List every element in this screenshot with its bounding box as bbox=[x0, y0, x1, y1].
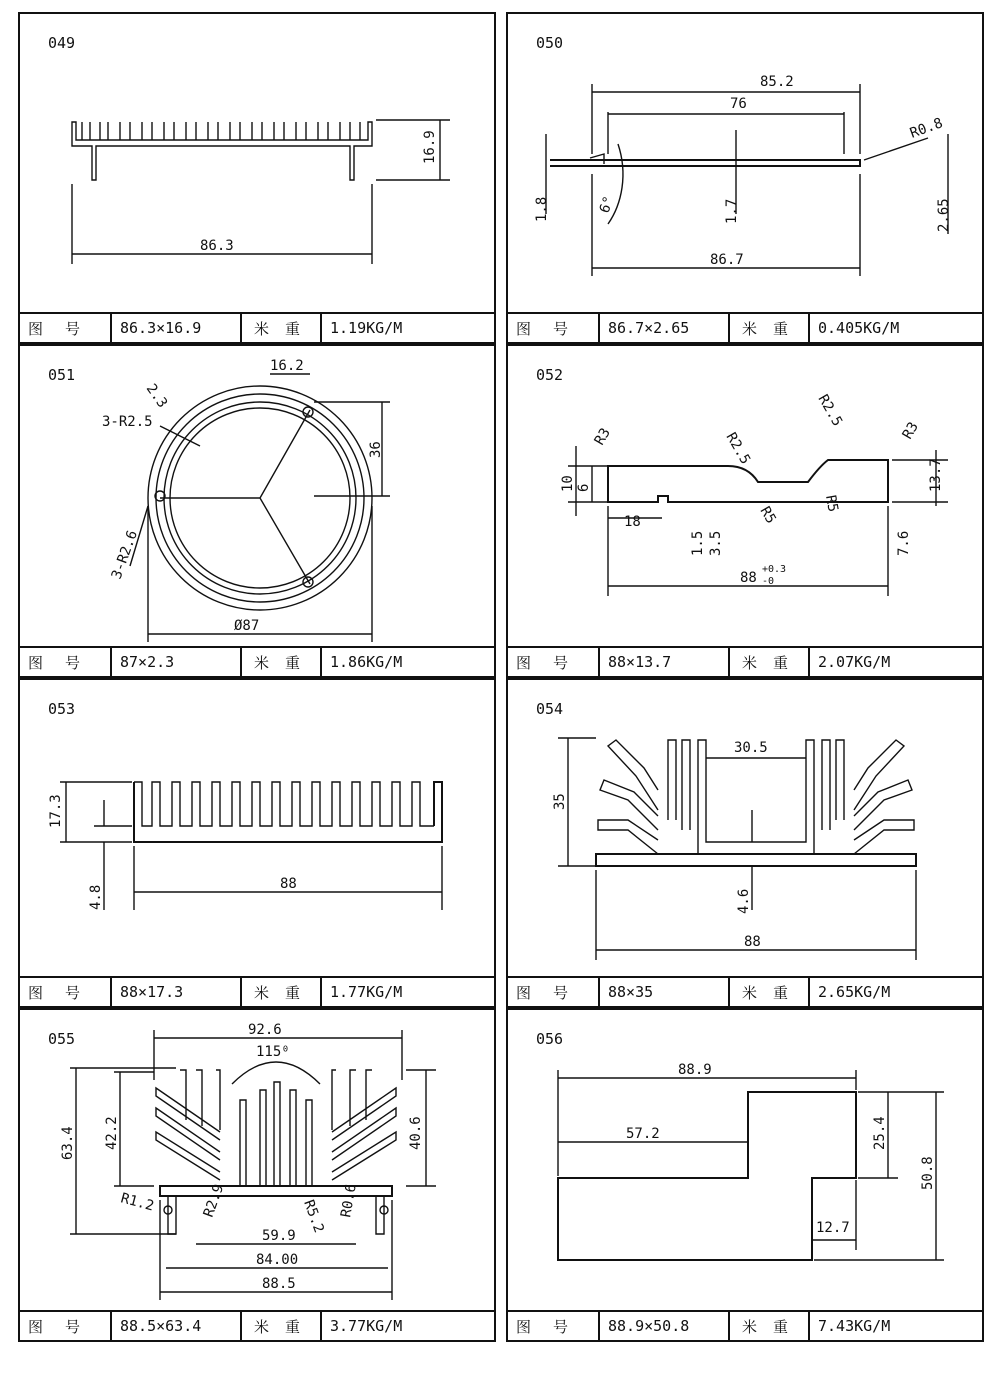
weight-label: 米重 bbox=[730, 648, 810, 676]
drawing-049 bbox=[20, 14, 498, 314]
dim-h35: 3.5 bbox=[708, 530, 724, 556]
dim-r25b: R2.5 bbox=[814, 392, 846, 430]
drawing-056 bbox=[508, 1010, 986, 1314]
panel-049 bbox=[18, 12, 496, 344]
dim-top: 92.6 bbox=[248, 1022, 282, 1038]
panel-footer bbox=[508, 976, 982, 1006]
drawing-dims: 87×2.3 bbox=[112, 648, 242, 676]
panel-footer bbox=[508, 312, 982, 342]
weight-label: 米重 bbox=[242, 978, 322, 1006]
drawing-051 bbox=[20, 346, 498, 650]
fins bbox=[82, 122, 360, 140]
dim-r-outer: 3-R2.5 bbox=[102, 414, 153, 430]
weight-value: 1.77KG/M bbox=[330, 983, 403, 1001]
dim-diameter: Ø87 bbox=[234, 618, 260, 634]
drawing-dims: 88×17.3 bbox=[112, 978, 242, 1006]
drawing-dims: 88.5×63.4 bbox=[112, 1312, 242, 1340]
dim-height: 17.3 bbox=[48, 794, 64, 828]
drawing-054 bbox=[508, 680, 986, 980]
dim-base: 4.8 bbox=[88, 884, 104, 910]
panel-footer bbox=[20, 976, 494, 1006]
dim-r29: R2.9 bbox=[200, 1182, 228, 1220]
dim-width: 88 bbox=[740, 570, 757, 586]
panel-052 bbox=[506, 344, 984, 678]
dim-r12: R1.2 bbox=[118, 1190, 156, 1215]
drawing-no-label: 图号 bbox=[508, 648, 600, 676]
dim-h10: 10 bbox=[560, 475, 576, 492]
dim-gap: 16.2 bbox=[270, 358, 304, 374]
center-fins bbox=[240, 1082, 312, 1186]
dim-h6: 6 bbox=[576, 483, 592, 492]
dim-angle: 6° bbox=[596, 194, 618, 216]
drawing-dims: 86.7×2.65 bbox=[600, 314, 730, 342]
dim-left-t: 1.8 bbox=[534, 196, 550, 222]
dim-w840: 84.00 bbox=[256, 1252, 299, 1268]
weight-value: 0.405KG/M bbox=[818, 319, 900, 337]
weight-value: 3.77KG/M bbox=[330, 1317, 403, 1335]
strip-profile bbox=[550, 160, 860, 166]
panel-055 bbox=[18, 1008, 496, 1342]
dim-h508: 50.8 bbox=[920, 1156, 936, 1190]
weight-label: 米重 bbox=[242, 314, 322, 342]
dim-wall: 2.3 bbox=[142, 381, 171, 412]
panel-number: 051 bbox=[48, 366, 76, 384]
drawing-053 bbox=[20, 680, 498, 980]
fins bbox=[134, 782, 434, 826]
dim-h422: 42.2 bbox=[104, 1116, 120, 1150]
base-plate bbox=[596, 854, 916, 866]
panel-051 bbox=[18, 344, 496, 678]
drawing-no-label: 图号 bbox=[508, 1312, 600, 1340]
block-profile bbox=[558, 1092, 856, 1260]
dim-r25a: R2.5 bbox=[722, 430, 754, 468]
drawing-052 bbox=[508, 346, 986, 650]
left-fins bbox=[156, 1070, 220, 1180]
dim-w18: 18 bbox=[624, 514, 641, 530]
dim-right-t: 2.65 bbox=[936, 198, 952, 232]
weight-label: 米重 bbox=[242, 1312, 322, 1340]
dim-mid-t: 1.7 bbox=[724, 198, 740, 224]
weight-value: 1.86KG/M bbox=[330, 653, 403, 671]
panel-number: 050 bbox=[536, 34, 564, 52]
dim-tol-plus: +0.3 bbox=[762, 564, 787, 575]
weight-label: 米重 bbox=[730, 314, 810, 342]
dim-angle: 115⁰ bbox=[256, 1044, 290, 1060]
dim-width: 86.3 bbox=[200, 238, 234, 254]
dim-width: 88 bbox=[744, 934, 761, 950]
panel-number: 055 bbox=[48, 1030, 76, 1048]
drawing-no-label: 图号 bbox=[20, 1312, 112, 1340]
panel-number: 049 bbox=[48, 34, 76, 52]
dim-r5b: R5 bbox=[822, 493, 841, 514]
panel-footer bbox=[20, 312, 494, 342]
dim-height: 16.9 bbox=[422, 130, 438, 164]
dim-w127: 12.7 bbox=[816, 1220, 850, 1236]
left-fins bbox=[598, 740, 690, 854]
drawing-no-label: 图号 bbox=[508, 314, 600, 342]
center-channel bbox=[698, 740, 814, 854]
panel-number: 054 bbox=[536, 700, 564, 718]
drawing-dims: 88×35 bbox=[600, 978, 730, 1006]
dim-top: 85.2 bbox=[760, 74, 794, 90]
weight-value: 2.65KG/M bbox=[818, 983, 891, 1001]
heatsink-profile bbox=[72, 122, 372, 180]
panel-050 bbox=[506, 12, 984, 344]
dim-r5a: R5 bbox=[756, 504, 779, 527]
dim-h406: 40.6 bbox=[408, 1116, 424, 1150]
weight-value: 1.19KG/M bbox=[330, 319, 403, 337]
right-fins bbox=[822, 740, 914, 854]
dim-r-inner: 3-R2.6 bbox=[108, 528, 142, 582]
dim-h634: 63.4 bbox=[60, 1126, 76, 1160]
weight-label: 米重 bbox=[242, 648, 322, 676]
drawing-no-label: 图号 bbox=[20, 314, 112, 342]
dim-h254: 25.4 bbox=[872, 1116, 888, 1150]
panel-footer bbox=[20, 646, 494, 676]
dim-w885: 88.5 bbox=[262, 1276, 296, 1292]
drawing-no-label: 图号 bbox=[20, 648, 112, 676]
panel-footer bbox=[508, 646, 982, 676]
dim-h137: 13.7 bbox=[928, 458, 944, 492]
dim-r06: R0.6 bbox=[338, 1182, 360, 1219]
panel-053 bbox=[18, 678, 496, 1008]
dim-tol-minus: -0 bbox=[762, 576, 775, 587]
drawing-no-label: 图号 bbox=[20, 978, 112, 1006]
dim-width: 88 bbox=[280, 876, 297, 892]
drawing-dims: 88.9×50.8 bbox=[600, 1312, 730, 1340]
dim-radius: R0.8 bbox=[907, 115, 946, 142]
panel-number: 053 bbox=[48, 700, 76, 718]
weight-label: 米重 bbox=[730, 978, 810, 1006]
dim-gap: 30.5 bbox=[734, 740, 768, 756]
dim-top: 88.9 bbox=[678, 1062, 712, 1078]
dim-h76: 7.6 bbox=[896, 530, 912, 556]
weight-value: 7.43KG/M bbox=[818, 1317, 891, 1335]
channel-profile bbox=[608, 460, 888, 502]
dim-height: 35 bbox=[552, 793, 568, 810]
panel-056 bbox=[506, 1008, 984, 1342]
panel-number: 056 bbox=[536, 1030, 564, 1048]
dim-r52: R5.2 bbox=[300, 1197, 327, 1236]
weight-label: 米重 bbox=[730, 1312, 810, 1340]
dim-r3a: R3 bbox=[591, 425, 614, 448]
dim-h15: 1.5 bbox=[690, 530, 706, 556]
drawing-dims: 88×13.7 bbox=[600, 648, 730, 676]
dim-base: 4.6 bbox=[736, 888, 752, 914]
panel-number: 052 bbox=[536, 366, 564, 384]
drawing-050 bbox=[508, 14, 986, 314]
right-fins bbox=[332, 1070, 396, 1180]
dim-r3b: R3 bbox=[899, 419, 922, 442]
panel-054 bbox=[506, 678, 984, 1008]
dim-height: 36 bbox=[368, 441, 384, 458]
panel-footer bbox=[508, 1310, 982, 1340]
dim-mid: 57.2 bbox=[626, 1126, 660, 1142]
dim-w599: 59.9 bbox=[262, 1228, 296, 1244]
dim-inner: 76 bbox=[730, 96, 747, 112]
weight-value: 2.07KG/M bbox=[818, 653, 891, 671]
drawing-055 bbox=[20, 1010, 498, 1314]
panel-footer bbox=[20, 1310, 494, 1340]
drawing-no-label: 图号 bbox=[508, 978, 600, 1006]
drawing-dims: 86.3×16.9 bbox=[112, 314, 242, 342]
dim-bottom: 86.7 bbox=[710, 252, 744, 268]
